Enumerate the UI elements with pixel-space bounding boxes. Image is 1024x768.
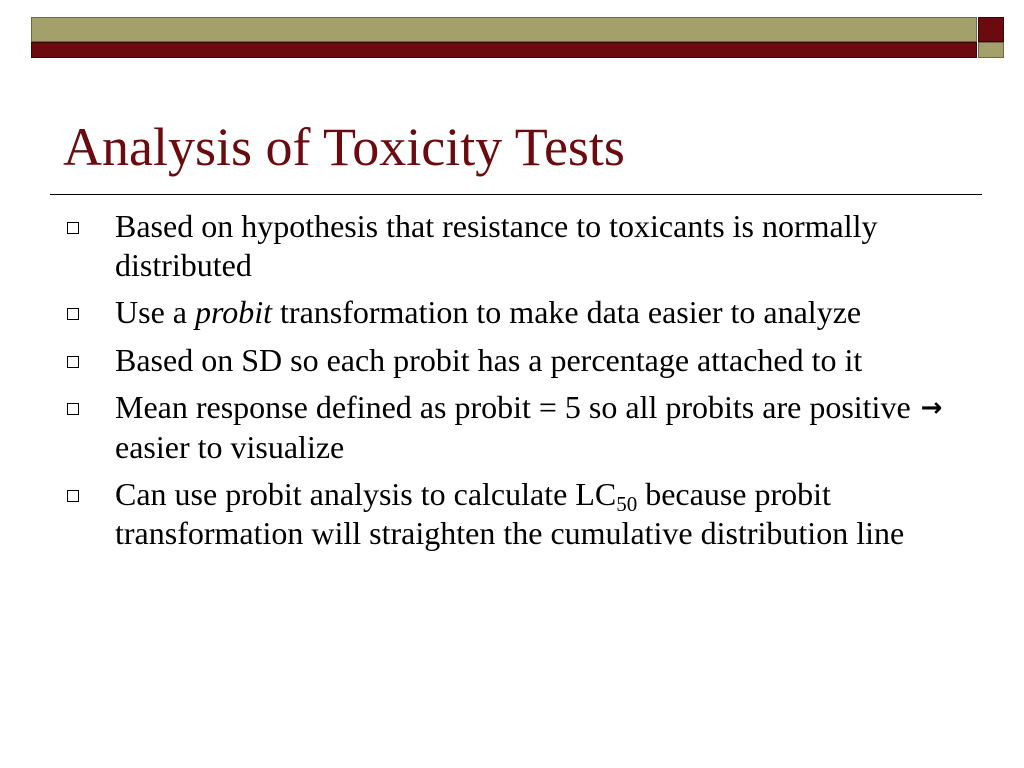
- hollow-square-bullet-icon: [67, 490, 79, 502]
- header-corner-red-square: [978, 17, 1004, 42]
- bullet-text-suffix: transformation to make data easier to analyze: [272, 294, 862, 330]
- bullet-text-after-arrow: easier to visualize: [115, 428, 345, 465]
- bullet-item-5: [62, 475, 962, 552]
- slide-title: Analysis of Toxicity Tests: [63, 117, 625, 177]
- bullet-item-2: [62, 293, 962, 332]
- hollow-square-bullet-icon: [67, 356, 79, 368]
- hollow-square-bullet-icon: [67, 222, 79, 234]
- bullet-text-italic: probit: [194, 294, 273, 330]
- bullet-text-after-subscript: because probit transformation will straighten the cumulative distribution line: [115, 476, 905, 551]
- bullet-text-before-subscript: Can use probit analysis to calculate LC: [115, 476, 617, 512]
- right-arrow-icon: →: [920, 393, 943, 423]
- hollow-square-bullet-icon: [67, 308, 79, 320]
- bullet-list: [62, 207, 962, 561]
- bullet-text-prefix: Use a: [115, 294, 195, 330]
- header-band-olive: [31, 17, 977, 42]
- hollow-square-bullet-icon: [67, 403, 79, 415]
- bullet-text: Based on hypothesis that resistance to toxicants is normally distributed: [115, 208, 878, 283]
- bullet-item-1: [62, 207, 962, 284]
- subscript-value: 50: [616, 492, 638, 516]
- bullet-text-before-arrow: Mean response defined as probit = 5 so all probits are positive: [115, 389, 911, 425]
- bullet-text: Based on SD so each probit has a percentage attached to it: [115, 341, 863, 378]
- bullet-item-4: [62, 388, 962, 466]
- bullet-item-3: [62, 341, 962, 380]
- header-corner-olive-square: [978, 42, 1004, 58]
- title-divider: [50, 194, 982, 195]
- header-band-red: [31, 42, 977, 58]
